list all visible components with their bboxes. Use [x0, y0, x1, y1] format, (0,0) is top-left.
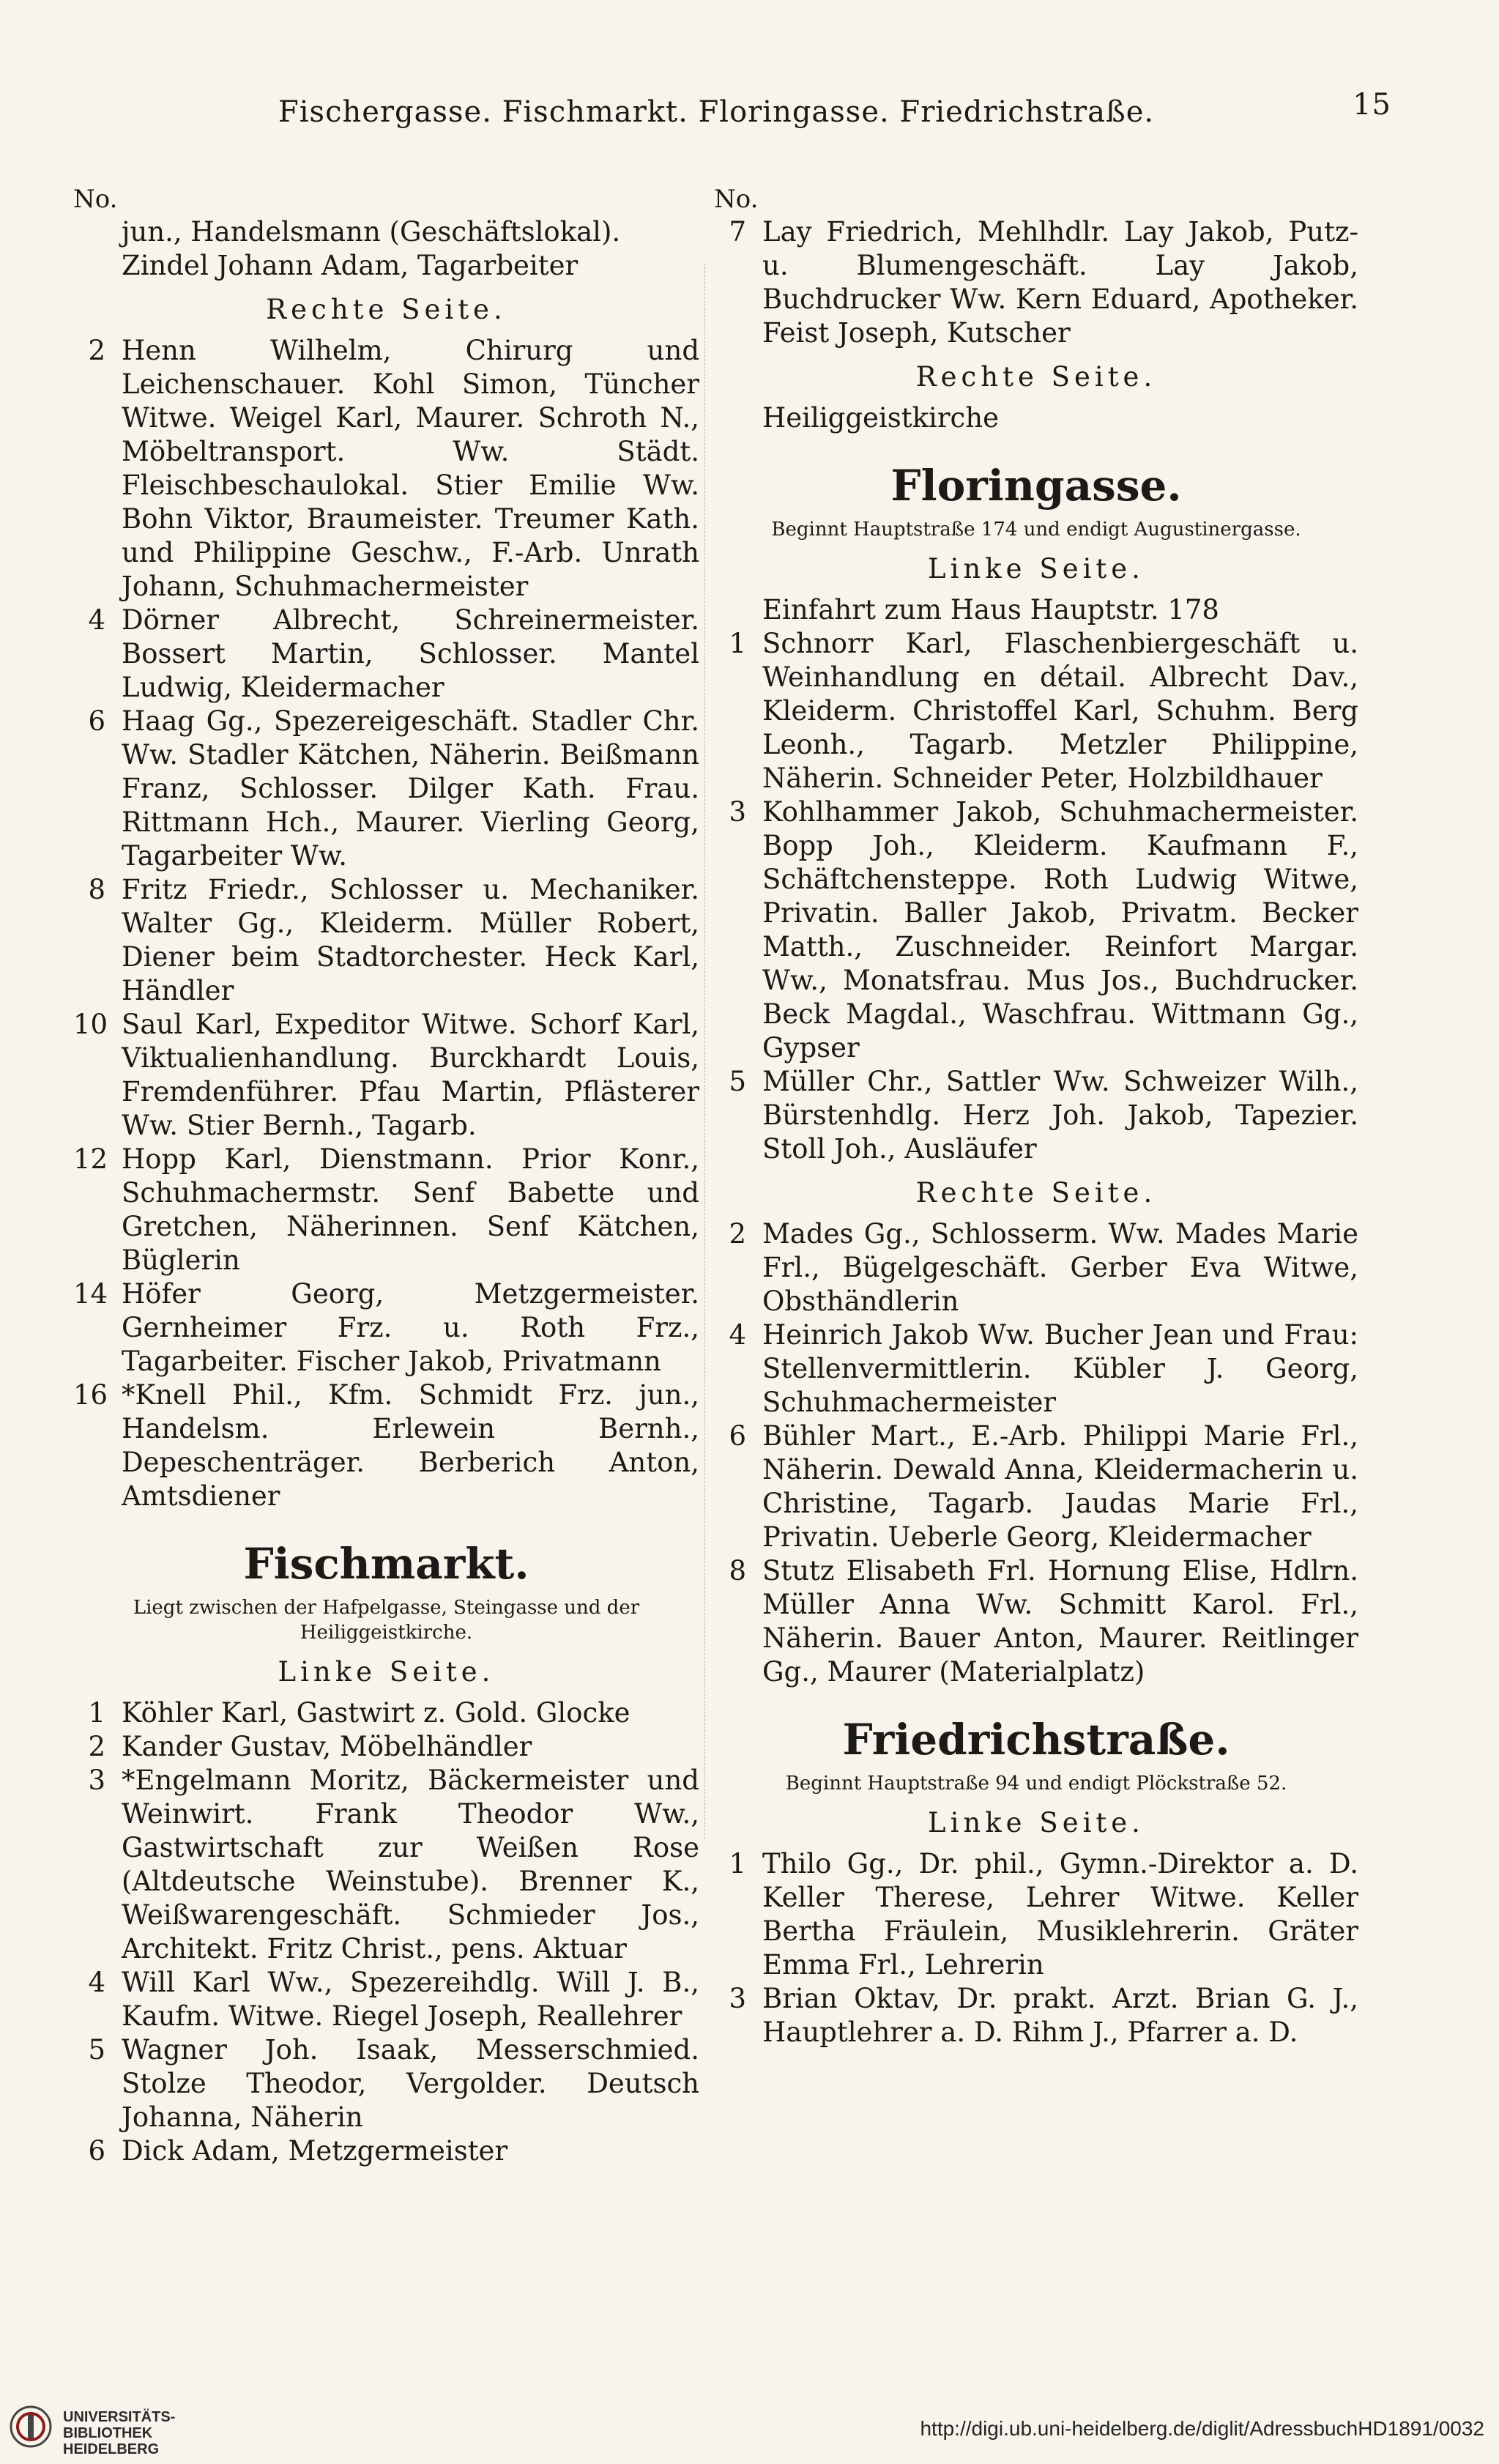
address-entry	[73, 873, 699, 1008]
resident-list: Dörner Albrecht, Schreinermeister. Bossert Martin, Schlosser. Mantel Ludwig, Kleidermacher	[122, 604, 699, 703]
floringasse-left-entries	[714, 627, 1358, 1166]
resident-list: Stutz Elisabeth Frl. Hornung Elise, Hdlrn. Müller Anna Ww. Schmitt Karol. Frl., Näherin. Bauer Anton, Maurer. Reitlinger Gg., Maurer (Materialplatz)	[762, 1555, 1358, 1688]
resident-list: Heinrich Jakob Ww. Bucher Jean und Frau: Stellenvermittlerin. Kübler J. Georg, Schuhmachermeister	[762, 1319, 1358, 1418]
street-description: Beginnt Hauptstraße 94 und endigt Plöckstraße 52.	[785, 1773, 1287, 1795]
house-number: 1	[729, 628, 746, 659]
logo-line: BIBLIOTHEK	[63, 2425, 153, 2441]
house-number: 6	[729, 1420, 746, 1452]
address-entry	[714, 1554, 1358, 1689]
resident-list: Kander Gustav, Möbelhändler	[122, 1731, 532, 1762]
resident-list: Fritz Friedr., Schlosser u. Mechaniker. Walter Gg., Kleiderm. Müller Robert, Diener beim Stadtorchester. Heck Karl, Händler	[122, 874, 699, 1006]
address-entry	[73, 1696, 699, 1730]
house-number: 6	[88, 705, 105, 737]
house-number: 4	[88, 1967, 105, 1998]
address-entry	[714, 1318, 1358, 1420]
resident-list: Thilo Gg., Dr. phil., Gymn.-Direktor a. D. Keller Therese, Lehrer Witwe. Keller Bertha Fräulein, Musiklehrerin. Gräter Emma Frl., Lehrerin	[762, 1848, 1358, 1981]
resident-list: Lay Friedrich, Mehlhdlr. Lay Jakob, Putz- u. Blumengeschäft. Lay Jakob, Buchdrucker Ww. Kern Eduard, Apotheker. Feist Joseph, Kutscher	[762, 216, 1358, 349]
house-number: 3	[729, 1983, 746, 2014]
fischmarkt-continued-entries	[714, 215, 1358, 350]
address-entry	[73, 1008, 699, 1143]
side-heading-right: Rechte Seite.	[266, 294, 507, 325]
address-entry	[73, 2134, 699, 2168]
library-seal-icon	[9, 2405, 53, 2449]
address-entry	[714, 215, 1358, 350]
house-number: 1	[88, 1697, 105, 1729]
address-entry	[73, 1143, 699, 1277]
house-number: 5	[729, 1066, 746, 1097]
house-number: 1	[729, 1848, 746, 1879]
street-title-floringasse: Floringasse.	[890, 461, 1182, 511]
house-number: 2	[88, 335, 105, 366]
house-number: 14	[73, 1278, 108, 1310]
address-entry	[73, 1730, 699, 1764]
house-number: 3	[88, 1764, 105, 1796]
left-column	[73, 183, 699, 2168]
resident-list: Henn Wilhelm, Chirurg und Leichenschauer. Kohl Simon, Tüncher Witwe. Weigel Karl, Maurer. Schroth N., Möbeltransport. Ww. Städt. Fleischbeschaulokal. Stier Emilie Ww. Bohn Viktor, Braumeister. Treumer Kath. und Philippine Geschw., F.-Arb. Unrath Johann, Schuhmachermeister	[122, 335, 699, 602]
house-number: 8	[729, 1555, 746, 1587]
side-heading-left: Linke Seite.	[278, 1656, 495, 1688]
house-number: 3	[729, 796, 746, 828]
address-entry	[73, 1966, 699, 2033]
side-heading-left: Linke Seite.	[928, 1807, 1145, 1838]
side-heading-right: Rechte Seite.	[915, 1177, 1157, 1209]
street-title-fischmarkt: Fischmarkt.	[243, 1539, 529, 1589]
column-no-label: No.	[73, 185, 118, 214]
side-heading-right: Rechte Seite.	[915, 361, 1157, 393]
resident-list: *Engelmann Moritz, Bäckermeister und Weinwirt. Frank Theodor Ww., Gastwirtschaft zur Weißen Rose (Altdeutsche Weinstube). Brenner K., Weißwarengeschäft. Schmieder Jos., Architekt. Fritz Christ., pens. Aktuar	[122, 1764, 699, 1964]
house-number: 2	[729, 1218, 746, 1250]
column-no-label: No.	[714, 185, 759, 214]
resident-list: Kohlhammer Jakob, Schuhmachermeister. Bopp Joh., Kleiderm. Kaufmann F., Schäftchensteppe. Roth Ludwig Witwe, Privatin. Baller Jakob, Privatm. Becker Matth., Zuschneider. Reinfort Margar. Ww., Monatsfrau. Mus Jos., Buchdrucker. Beck Magdal., Waschfrau. Wittmann Gg., Gypser	[762, 796, 1358, 1064]
source-url-link[interactable]: http://digi.ub.uni-heidelberg.de/diglit/AdressbuchHD1891/0032	[920, 2417, 1484, 2440]
intro-line: jun., Handelsmann (Geschäftslokal).	[122, 216, 621, 248]
house-number: 12	[73, 1143, 108, 1175]
resident-list: Dick Adam, Metzgermeister	[122, 2135, 508, 2167]
street-description: Liegt zwischen der Hafpelgasse, Steingasse und der Heiliggeistkirche.	[133, 1597, 640, 1644]
address-entry	[714, 795, 1358, 1065]
address-entry	[73, 604, 699, 705]
library-logo-text	[63, 2409, 175, 2457]
page-header	[278, 88, 1391, 146]
address-entry	[73, 1378, 699, 1513]
house-number: 4	[88, 604, 105, 636]
intro-line: Zindel Johann Adam, Tagarbeiter	[122, 250, 579, 281]
resident-list: Schnorr Karl, Flaschenbiergeschäft u. Weinhandlung en détail. Albrecht Dav., Kleiderm. Christoffel Karl, Schuhm. Berg Leonh., Tagarb. Metzler Philippine, Näherin. Schneider Peter, Holzbildhauer	[762, 628, 1358, 794]
resident-list: Saul Karl, Expeditor Witwe. Schorf Karl, Viktualienhandlung. Burckhardt Louis, Fremdenführer. Pfau Martin, Pflästerer Ww. Stier Bernh., Tagarb.	[122, 1009, 699, 1141]
address-entry	[714, 1420, 1358, 1554]
house-number: 2	[88, 1731, 105, 1762]
resident-list: Köhler Karl, Gastwirt z. Gold. Glocke	[122, 1697, 631, 1729]
logo-line: UNIVERSITÄTS-	[63, 2409, 176, 2425]
column-divider	[704, 264, 706, 1838]
resident-list: *Knell Phil., Kfm. Schmidt Frz. jun., Handelsm. Erlewein Bernh., Depeschenträger. Berberich Anton, Amtsdiener	[122, 1379, 699, 1512]
resident-list: Brian Oktav, Dr. prakt. Arzt. Brian G. J., Hauptlehrer a. D. Rihm J., Pfarrer a. D.	[762, 1983, 1358, 2048]
resident-list: Will Karl Ww., Spezereihdlg. Will J. B., Kaufm. Witwe. Riegel Joseph, Reallehrer	[122, 1967, 699, 2032]
address-entry	[73, 334, 699, 604]
friedrichstrasse-entries	[714, 1847, 1358, 2049]
resident-list: Müller Chr., Sattler Ww. Schweizer Wilh., Bürstenhdlg. Herz Joh. Jakob, Tapezier. Stoll Joh., Ausläufer	[762, 1066, 1358, 1165]
heiliggeist-line: Heiliggeistkirche	[762, 402, 1000, 434]
house-number: 8	[88, 874, 105, 905]
address-entry	[714, 1982, 1358, 2049]
address-entry	[714, 1065, 1358, 1166]
address-entry	[714, 627, 1358, 795]
resident-list: Höfer Georg, Metzgermeister. Gernheimer Frz. u. Roth Frz., Tagarbeiter. Fischer Jakob, Privatmann	[122, 1278, 699, 1377]
address-entry	[73, 1277, 699, 1378]
street-title-friedrichstrasse: Friedrichstraße.	[842, 1715, 1230, 1764]
floringasse-right-entries	[714, 1217, 1358, 1689]
resident-list: Haag Gg., Spezereigeschäft. Stadler Chr. Ww. Stadler Kätchen, Näherin. Beißmann Franz, Schlosser. Dilger Kath. Frau. Rittmann Hch., Maurer. Vierling Georg, Tagarbeiter Ww.	[122, 705, 699, 872]
house-number: 16	[73, 1379, 108, 1411]
page-number: 15	[1353, 88, 1391, 122]
resident-list: Hopp Karl, Dienstmann. Prior Konr., Schuhmachermstr. Senf Babette und Gretchen, Näherinnen. Senf Kätchen, Büglerin	[122, 1143, 699, 1276]
resident-list: Wagner Joh. Isaak, Messerschmied. Stolze Theodor, Vergolder. Deutsch Johanna, Näherin	[122, 2034, 699, 2133]
address-entry	[714, 1847, 1358, 1982]
right-column	[714, 183, 1358, 2049]
fischergasse-entries	[73, 334, 699, 1513]
page-running-title: Fischergasse. Fischmarkt. Floringasse. Friedrichstraße.	[278, 95, 1155, 129]
side-heading-left: Linke Seite.	[928, 553, 1145, 585]
house-number: 4	[729, 1319, 746, 1351]
logo-line: HEIDELBERG	[63, 2441, 160, 2457]
house-number: 5	[88, 2034, 105, 2066]
house-number: 10	[73, 1009, 108, 1040]
library-logo	[0, 2391, 278, 2464]
house-number: 6	[88, 2135, 105, 2167]
street-description: Beginnt Hauptstraße 174 und endigt Augustinergasse.	[771, 519, 1301, 541]
fischmarkt-entries	[73, 1696, 699, 2168]
address-entry	[714, 1217, 1358, 1318]
house-number: 7	[729, 216, 746, 248]
address-entry	[73, 2033, 699, 2134]
address-entry	[73, 705, 699, 873]
resident-list: Mades Gg., Schlosserm. Ww. Mades Marie Frl., Bügelgeschäft. Gerber Eva Witwe, Obsthändlerin	[762, 1218, 1358, 1317]
floringasse-intro: Einfahrt zum Haus Hauptstr. 178	[762, 594, 1219, 626]
address-entry	[73, 1764, 699, 1966]
resident-list: Bühler Mart., E.-Arb. Philippi Marie Frl., Näherin. Dewald Anna, Kleidermacherin u. Christine, Tagarb. Jaudas Marie Frl., Privatin. Ueberle Georg, Kleidermacher	[762, 1420, 1358, 1553]
